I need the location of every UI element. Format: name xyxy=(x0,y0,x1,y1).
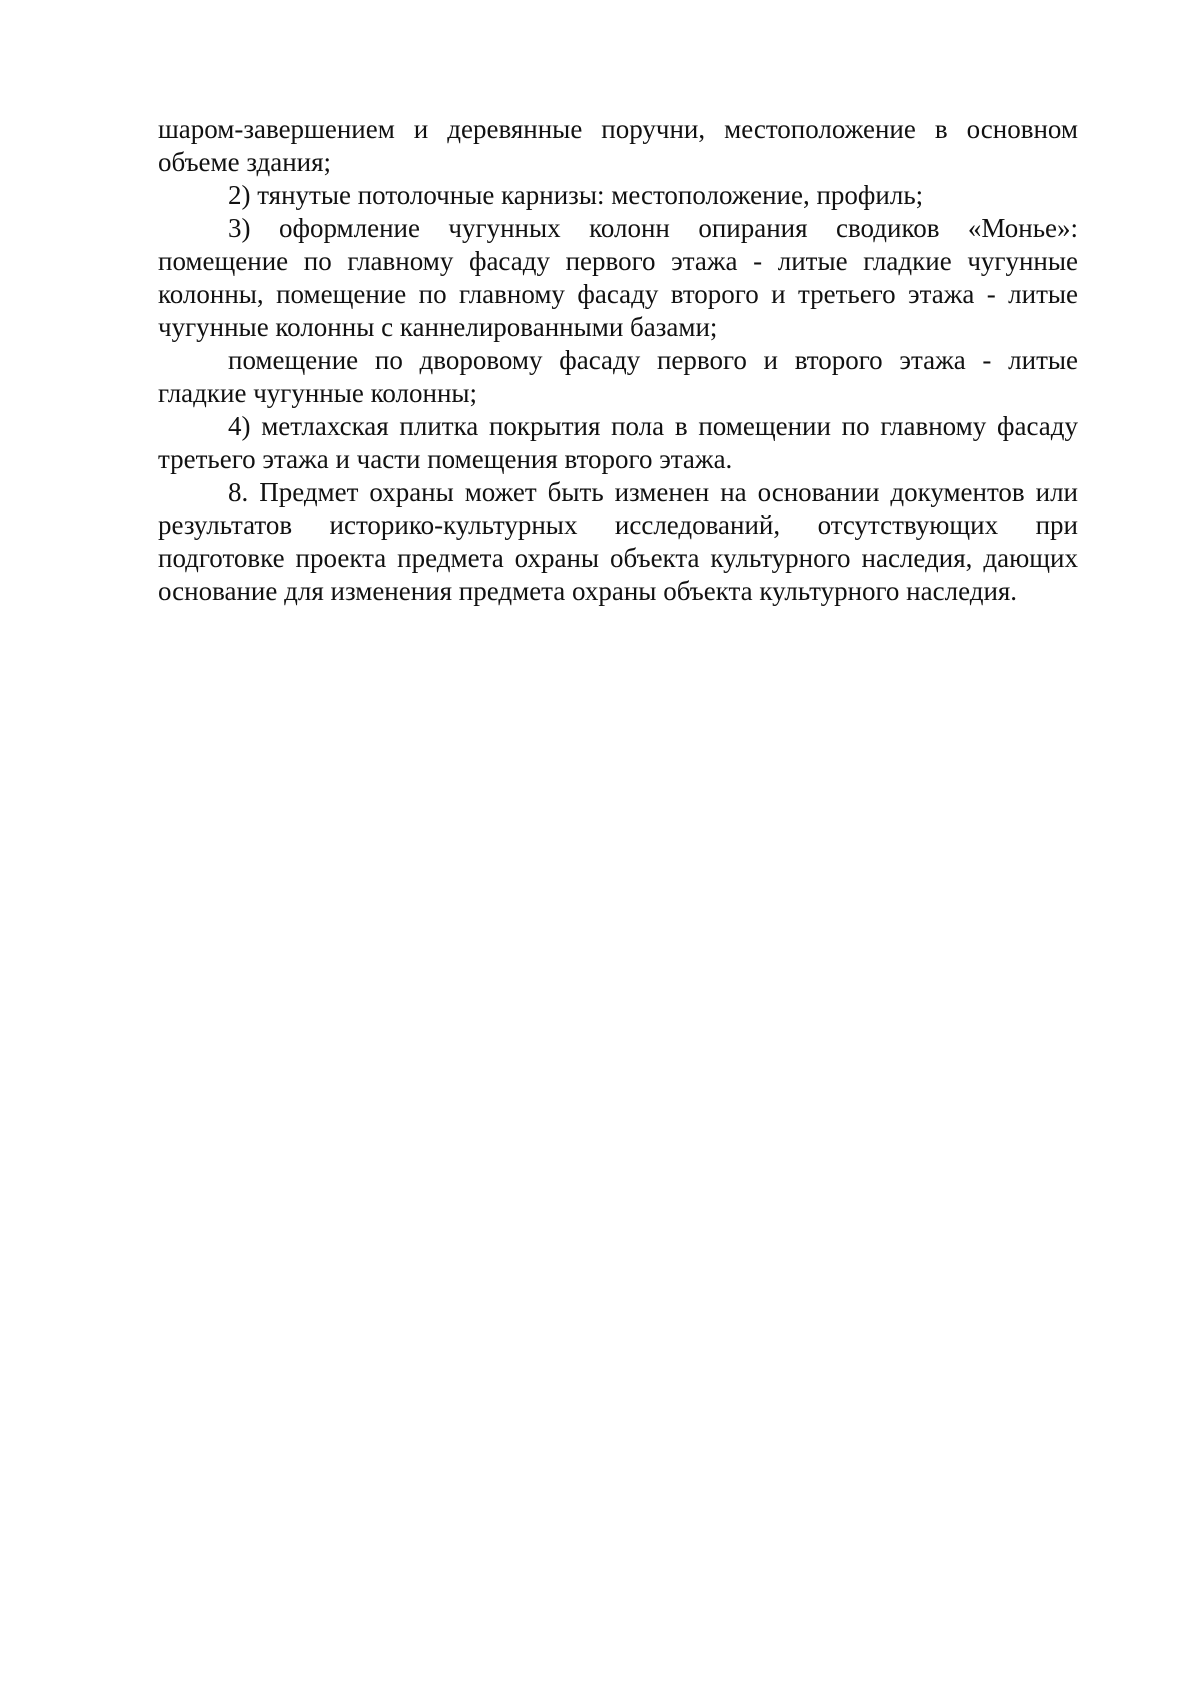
paragraph-clause-8: 8. Предмет охраны может быть изменен на основании документов или результатов историко-культурных исследований, отсутствующих при подготовке проекта предмета охраны объекта культурного наследия, дающих основание для изменения предмета охраны объекта культурного наследия. xyxy=(158,477,1078,606)
paragraph-item-2-cornices: 2) тянутые потолочные карнизы: местоположение, профиль; xyxy=(228,180,924,210)
paragraph-item-3-courtyard: помещение по дворовому фасаду первого и второго этажа - литые гладкие чугунные колонны; xyxy=(158,345,1078,408)
paragraph-railing-continuation: шаром-завершением и деревянные поручни, местоположение в основном объеме здания; xyxy=(158,114,1078,177)
paragraph-item-3-columns: 3) оформление чугунных колонн опирания сводиков «Монье»: помещение по главному фасаду первого этажа - литые гладкие чугунные колонны, помещение по главному фасаду второго и третьего этажа - литые чугунные колонны с каннелированными базами; xyxy=(158,213,1078,342)
paragraph-item-4-tiles: 4) метлахская плитка покрытия пола в помещении по главному фасаду третьего этажа и части помещения второго этажа. xyxy=(158,411,1078,474)
document-body xyxy=(158,113,1078,608)
